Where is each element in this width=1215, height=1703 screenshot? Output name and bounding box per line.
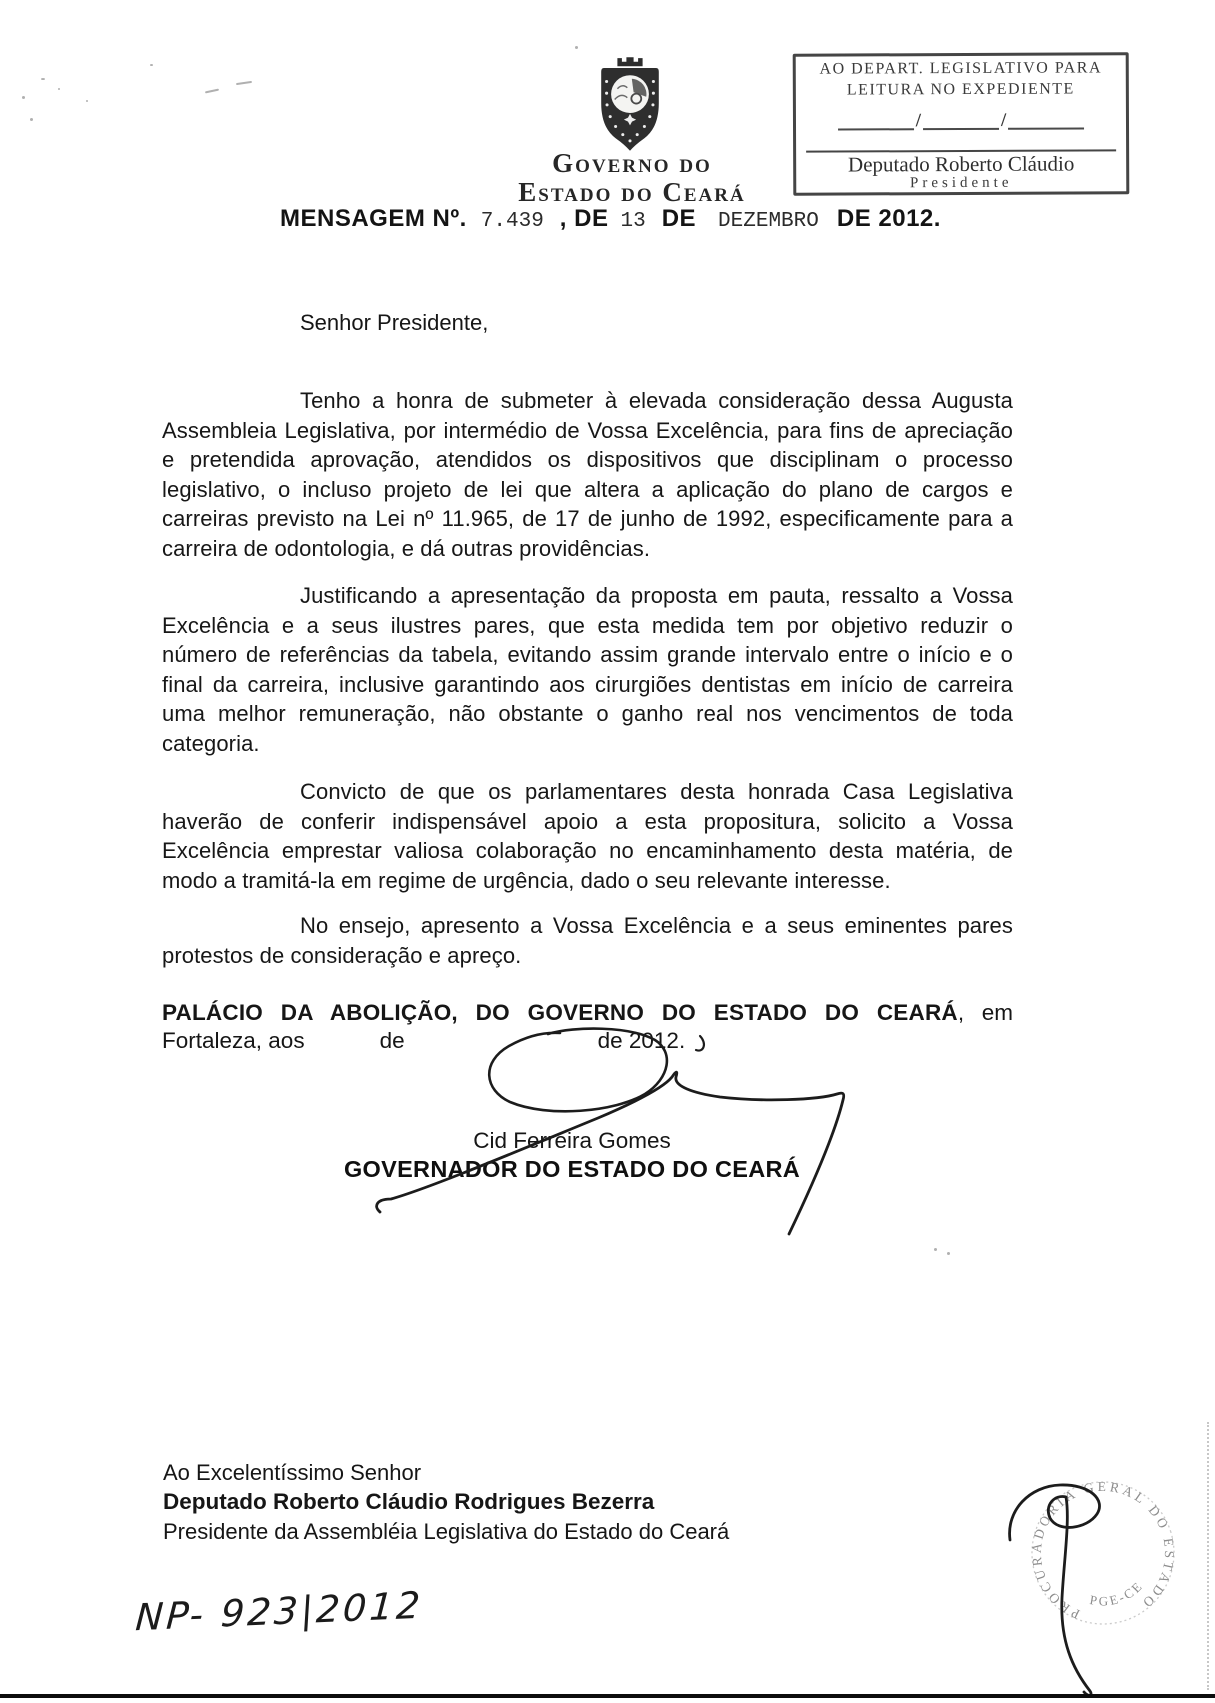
- title-label: MENSAGEM Nº.: [280, 205, 467, 232]
- title-month: DEZEMBRO: [718, 210, 819, 233]
- closing-city: Fortaleza, aos: [162, 1028, 305, 1053]
- closing-palace-tail: , em: [957, 1000, 1013, 1025]
- ceara-coat-of-arms-icon: [585, 54, 675, 154]
- date-slash: /: [915, 110, 922, 132]
- title-number: 7.439: [480, 210, 544, 233]
- body-paragraph-1: Tenho a honra de submeter à elevada consideração dessa Augusta Assembleia Legislativa, por intermédio de Vossa Excelência, para fins de apreciação e pretendida aprovação, atendidos os dispositivos que disciplinam o processo legislativo, o incluso projeto de lei que altera a aplicação do plano de cargos e carreiras previsto na Lei nº 11.965, de 17 de junho de 1992, especificamente para a carreira de odontologia, e dá outras providências.: [162, 388, 1013, 561]
- scan-bottom-edge: [0, 1694, 1215, 1698]
- closing-de1: de: [379, 1028, 405, 1053]
- routing-stamp-box: [793, 52, 1130, 195]
- addressee-line3: Presidente da Assembléia Legislativa do Estado do Ceará: [163, 1519, 730, 1544]
- body-paragraph-3: Convicto de que os parlamentares desta honrada Casa Legislativa haverão de conferir indispensável apoio a esta propositura, solicito a Vossa Excelência emprestar valiosa colaboração no encaminhamento desta matéria, de modo a tramitá-la em regime de urgência, dado o seu relevante interesse.: [162, 779, 1013, 893]
- scan-speck: [150, 64, 153, 66]
- scan-speck: [22, 96, 25, 99]
- pge-stamp-code-text: PGE-CE: [1088, 1577, 1147, 1609]
- salutation: Senhor Presidente,: [300, 310, 489, 335]
- closing-palace-line: [162, 997, 1013, 1028]
- pge-stamp-rotated-group: [1010, 1459, 1196, 1643]
- date-slash: /: [1000, 109, 1007, 131]
- scan-speck: [30, 118, 33, 121]
- addressee-line2: Deputado Roberto Cláudio Rodrigues Bezerra: [163, 1489, 655, 1514]
- letterhead-org-line1: Governo do: [552, 148, 712, 178]
- date-blank-line: [1008, 109, 1084, 129]
- routing-stamp-signatory-title: Presidente: [909, 174, 1013, 192]
- routing-stamp-line2: LEITURA NO EXPEDIENTE: [846, 80, 1075, 99]
- addressee-line1: Ao Excelentíssimo Senhor: [163, 1460, 422, 1485]
- scan-speck: [947, 1252, 950, 1255]
- title-sep2: DE: [661, 205, 697, 232]
- body-paragraph-4: No ensejo, apresento a Vossa Excelência e a seus eminentes pares protestos de consideração e apreço.: [162, 913, 1013, 968]
- closing-de2: de 2012.: [597, 1028, 686, 1053]
- pge-stamp-ring-text: PROCURADORIA GERAL DO ESTADO: [1028, 1478, 1178, 1622]
- scan-edge-artifact: [1207, 1422, 1209, 1690]
- message-title: [280, 205, 941, 233]
- scan-speck: [934, 1248, 937, 1251]
- date-blank-line: [923, 110, 999, 130]
- scan-speck: [205, 89, 219, 94]
- scan-speck: [58, 88, 60, 90]
- signer-name: Cid Ferreira Gomes: [473, 1128, 671, 1153]
- title-year: DE 2012.: [836, 205, 941, 232]
- routing-stamp-date-blanks: [796, 107, 1126, 130]
- handwritten-protocol-number: NP- 923|2012: [134, 1583, 425, 1640]
- crest-crown: [617, 57, 642, 66]
- scan-speck: [86, 100, 88, 102]
- pge-round-stamp: [1008, 1452, 1208, 1662]
- letterhead-org-line2: Estado do Ceará: [518, 177, 746, 207]
- title-sep1: , DE: [559, 205, 609, 232]
- closing-date-line: [162, 1028, 1013, 1054]
- scan-speck: [41, 78, 45, 80]
- closing-palace-bold: PALÁCIO DA ABOLIÇÃO, DO GOVERNO DO ESTADO DO CEARÁ: [162, 1000, 958, 1025]
- title-day: 13: [620, 210, 646, 233]
- body-paragraph-2: Justificando a apresentação da proposta em pauta, ressalto a Vossa Excelência e a seus ilustres pares, que esta medida tem por objetivo reduzir o número de referências da tabela, evitando assim grande intervalo entre o início e o final da carreira, inclusive garantindo aos cirurgiões dentistas em início de carreira uma melhor remuneração, não obstante o ganho real nos vencimentos de toda categoria.: [162, 583, 1013, 756]
- date-blank-line: [838, 110, 914, 130]
- routing-stamp-signatory-name: Deputado Roberto Cláudio: [847, 151, 1075, 177]
- signer-role: GOVERNADOR DO ESTADO DO CEARÁ: [343, 1156, 801, 1182]
- scan-speck: [575, 46, 578, 49]
- routing-stamp-line1: AO DEPART. LEGISLATIVO PARA: [819, 59, 1103, 78]
- scan-speck: [236, 81, 252, 85]
